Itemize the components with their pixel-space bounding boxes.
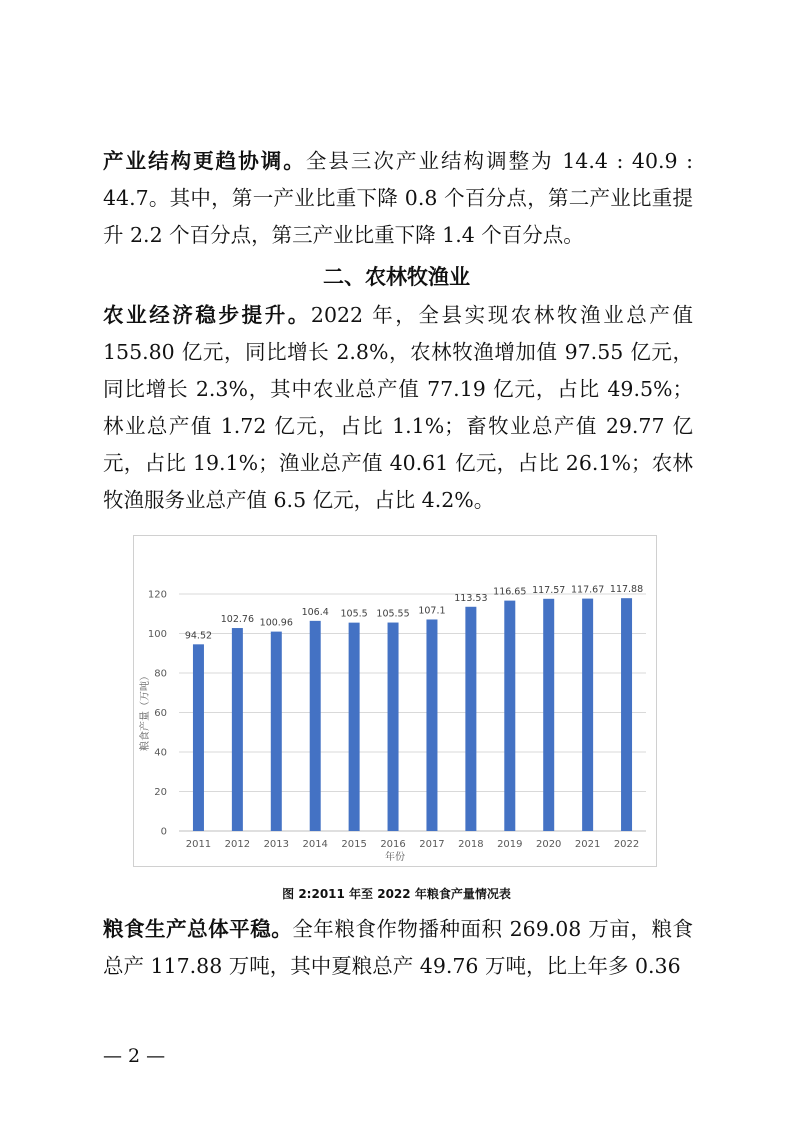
bar bbox=[543, 599, 554, 831]
bar bbox=[310, 621, 321, 831]
data-label: 106.4 bbox=[301, 606, 329, 618]
chart-x-ticks bbox=[186, 839, 640, 850]
bar bbox=[271, 632, 282, 831]
x-tick-label: 2018 bbox=[458, 839, 484, 850]
x-axis-title: 年份 bbox=[385, 852, 405, 863]
page-number: — 2 — bbox=[103, 1045, 166, 1067]
x-tick-label: 2019 bbox=[497, 839, 523, 850]
paragraph-lead: 粮食生产总体平稳。 bbox=[103, 917, 293, 941]
x-tick-label: 2020 bbox=[535, 839, 562, 850]
data-label: 94.52 bbox=[184, 630, 213, 642]
paragraph-lead: 产业结构更趋协调。 bbox=[103, 149, 306, 173]
data-label: 117.57 bbox=[532, 584, 566, 596]
bar bbox=[504, 601, 515, 831]
paragraph-text: 2022 年，全县实现农林牧渔业总产值 155.80 亿元，同比增长 2.8%，农林牧渔增加值 97.55 亿元，同比增长 2.3%，其中农业总产值 77.19 亿元，占比 49.5%；林业总产值 1.72 亿元，占比 1.1%；畜牧业总产值 29.77 亿元，占比 19.1%；渔业总产值 40.61 亿元，占比 26.1%；农林牧渔服务业总产值 6.5 亿元，占比 4.2%。 bbox=[103, 303, 694, 512]
data-label: 107.1 bbox=[418, 605, 446, 617]
chart-caption: 图 2:2011 年至 2022 年粮食产量情况表 bbox=[282, 887, 511, 901]
y-axis-title: 粮食产量（万吨） bbox=[140, 671, 151, 751]
paragraph-text: 全县三次产业结构调整为 14.4 : 40.9 : 44.7。其中，第一产业比重下降 0.8 个百分点，第二产业比重提升 2.2 个百分点，第三产业比重下降 1.4 个百分点。 bbox=[103, 149, 693, 247]
bar bbox=[349, 623, 360, 831]
data-label: 113.53 bbox=[454, 592, 488, 604]
data-label: 105.55 bbox=[376, 608, 410, 620]
y-tick-label: 80 bbox=[154, 668, 167, 680]
y-tick-label: 100 bbox=[147, 629, 167, 640]
bar bbox=[621, 598, 632, 831]
chart-gridlines bbox=[179, 594, 646, 831]
data-label: 116.65 bbox=[493, 586, 527, 598]
chart-data-labels bbox=[185, 584, 643, 641]
x-tick-label: 2021 bbox=[574, 839, 601, 850]
data-label: 105.5 bbox=[340, 608, 368, 620]
x-tick-label: 2015 bbox=[341, 839, 367, 850]
x-tick-label: 2012 bbox=[224, 839, 251, 850]
x-tick-label: 2014 bbox=[302, 839, 328, 850]
data-label: 117.88 bbox=[609, 584, 644, 596]
bar bbox=[582, 599, 593, 831]
x-tick-label: 2016 bbox=[380, 839, 406, 850]
y-tick-label: 120 bbox=[147, 589, 167, 601]
bar bbox=[232, 628, 243, 831]
bar bbox=[193, 644, 204, 831]
x-tick-label: 2011 bbox=[185, 839, 212, 850]
paragraph-lead: 农业经济稳步提升。 bbox=[103, 303, 311, 327]
paragraph-grain-production bbox=[103, 911, 693, 985]
paragraph-text: 全年粮食作物播种面积 269.08 万亩，粮食总产 117.88 万吨，其中夏粮总产 49.76 万吨，比上年多 0.36 bbox=[103, 917, 693, 978]
data-label: 100.96 bbox=[259, 617, 293, 629]
y-tick-label: 40 bbox=[154, 747, 167, 759]
data-label: 117.67 bbox=[571, 584, 605, 596]
paragraph-industry-structure bbox=[103, 143, 693, 254]
y-tick-label: 20 bbox=[154, 787, 167, 798]
y-tick-label: 60 bbox=[154, 708, 167, 719]
chart-svg bbox=[134, 536, 656, 866]
y-tick-label: 0 bbox=[160, 826, 167, 838]
grain-production-chart bbox=[133, 535, 657, 867]
bar bbox=[388, 623, 399, 831]
bar bbox=[426, 619, 437, 831]
data-label: 102.76 bbox=[220, 614, 254, 626]
x-tick-label: 2022 bbox=[613, 839, 640, 850]
x-tick-label: 2017 bbox=[419, 839, 445, 850]
x-tick-label: 2013 bbox=[263, 839, 290, 850]
bar bbox=[465, 607, 476, 831]
section-heading: 二、农林牧渔业 bbox=[323, 265, 470, 289]
paragraph-agriculture-economy bbox=[103, 297, 693, 519]
